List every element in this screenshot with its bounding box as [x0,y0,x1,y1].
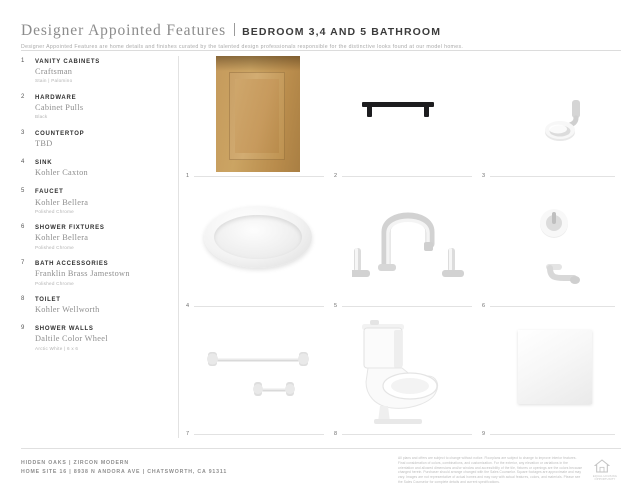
spec-item-shower-fixtures [21,224,171,250]
cell-rule [490,306,615,307]
grid-cell-6 [482,186,621,314]
spec-value: Kohler Bellera [35,233,89,243]
cell-rule [342,434,472,435]
wall-tile-image [518,330,592,404]
grid-cell-2 [334,56,479,184]
spec-note: Stain | Palomino [35,78,73,84]
grid-cell-4 [186,186,331,314]
cell-rule [342,176,472,177]
cabinet-panel [229,72,285,160]
cell-number: 8 [334,431,338,437]
column-divider [178,56,179,438]
cell-rule [194,306,324,307]
spec-label: SHOWER WALLS [35,326,94,333]
title-row [21,22,621,40]
spec-label: VANITY CABINETS [35,59,101,65]
shower-head-image [516,94,596,164]
footer-legal [398,456,583,485]
cell-rule [194,434,324,435]
spec-item-sink [21,159,171,179]
cell-number: 3 [482,173,486,179]
product-image-grid [186,56,621,441]
cell-number: 6 [482,303,486,309]
grid-cell-7 [186,316,331,441]
document-header [21,22,621,51]
grid-cell-8 [334,316,479,441]
spec-item-toilet [21,296,171,316]
spec-label: SHOWER FIXTURES [35,225,105,232]
specification-list [21,58,171,361]
spec-label: HARDWARE [35,94,77,101]
header-description: Designer Appointed Features are home details and finishes curated by the talented design professionals responsible for the distinctive looks found at our model homes. [21,44,464,50]
spec-number: 8 [21,295,25,302]
pull-leg-right [424,107,429,117]
spec-value: Craftsman [35,67,73,77]
shower-valve-trim-image [512,198,592,294]
spec-number: 1 [21,58,25,64]
spec-note: Black [35,114,48,120]
cabinet-pull-image [362,102,434,108]
grid-cell-5 [334,186,479,314]
cabinet-bevel [235,79,279,153]
community-name: HIDDEN OAKS | ZIRCON MODERN [21,460,129,466]
footer-logos [588,458,622,484]
spec-note: Polished Chrome [35,280,74,286]
undermount-sink-image [204,206,312,268]
spec-item-vanity-cabinets [21,58,171,84]
title-divider [234,23,235,36]
cell-number: 5 [334,303,338,309]
cell-number: 9 [482,431,486,437]
spec-note: Polished Chrome [35,244,74,250]
spec-label: TOILET [35,296,61,303]
spec-item-shower-walls [21,325,171,351]
spec-value: Kohler Caxton [35,168,88,178]
sink-rim [214,215,302,259]
spec-item-countertop [21,130,171,150]
spec-note: Arctic White | 6 x 6 [35,345,79,351]
spec-label: COUNTERTOP [35,130,85,137]
spec-number: 3 [21,129,25,136]
equal-housing-opportunity-icon [594,458,610,474]
spec-value: Kohler Bellera [35,197,89,207]
spec-number: 2 [21,93,25,100]
cell-rule [194,176,324,177]
footer-community-info [21,459,301,478]
cell-number: 4 [186,303,190,309]
cabinet-door-image [216,56,300,172]
grid-cell-3 [482,56,621,184]
towel-bar-and-ring-image [198,330,320,414]
cell-rule [342,306,472,307]
community-address: HOME SITE 16 | 8938 N ANDORA AVE | CHATSWORTH, CA 91311 [21,469,228,476]
spec-item-hardware [21,94,171,120]
legal-disclaimer: All plans and offers are subject to change without notice. Floorplans are subject to change to improve interior features. Final consideration of colors, combinations, and customization. For the exterior, any elevation or variations in the orientation and allowed dimensions and/or window and accessibility of the tile, fixtures or openings are the colors because changed herein. Purchaser should arrange changed with the Sales Counselor. Square footages are approximate and may vary. Images are not representative of actual homes and may vary with actual features, colors, and materials. Please see the Sales Counselor for complete details and current specifications. [398,456,583,484]
spec-note: Polished Chrome [35,208,74,214]
spec-number: 5 [21,188,25,195]
header-divider [21,50,621,51]
spec-item-bath-accessories [21,260,171,286]
grid-cell-9 [482,316,621,441]
cell-rule [490,176,615,177]
spec-value: TBD [35,138,53,148]
pull-leg-left [367,107,372,117]
spec-value: Cabinet Pulls [35,102,84,112]
two-piece-toilet-image [350,318,462,428]
cell-rule [490,434,615,435]
spec-number: 4 [21,159,25,166]
page-title: Designer Appointed Features [21,22,227,39]
cell-number: 7 [186,431,190,437]
widespread-faucet-image [352,192,464,296]
spec-item-faucet [21,188,171,214]
spec-label: BATH ACCESSORIES [35,261,109,268]
spec-number: 7 [21,260,25,267]
logo-caption: EQUAL HOUSING OPPORTUNITY [592,475,618,481]
spec-number: 6 [21,224,25,231]
cell-number: 2 [334,173,338,179]
spec-value: Daltile Color Wheel [35,334,108,344]
footer-divider [21,448,621,449]
spec-value: Franklin Brass Jamestown [35,269,130,279]
cell-number: 1 [186,173,190,179]
spec-value: Kohler Wellworth [35,305,100,315]
spec-label: SINK [35,160,53,167]
spec-label: FAUCET [35,189,64,196]
grid-cell-1 [186,56,331,184]
cabinet-shadow [216,56,300,71]
spec-number: 9 [21,325,25,332]
page-subtitle-room: BEDROOM 3,4 AND 5 BATHROOM [242,26,442,38]
